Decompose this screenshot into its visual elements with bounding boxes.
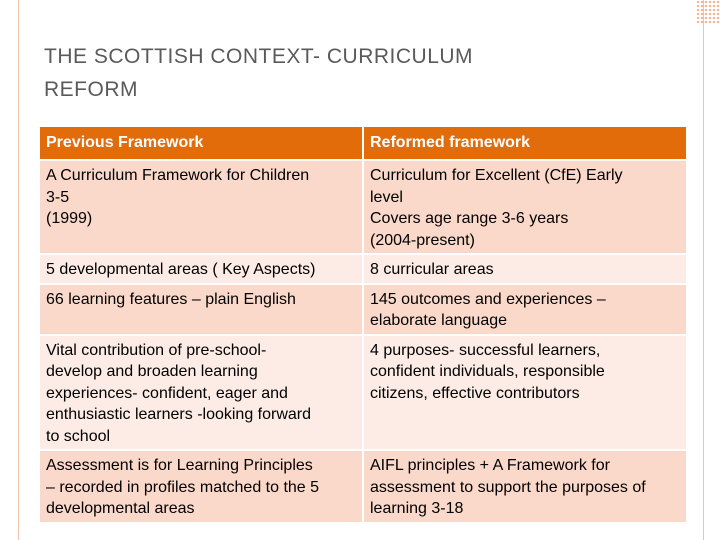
- table-row: [40, 255, 686, 283]
- table-row: [40, 285, 686, 334]
- title-word: CONTEXT-: [210, 45, 327, 68]
- decorative-corner-dots: [696, 0, 720, 24]
- table-row: [40, 336, 686, 450]
- title-word: REFORM: [44, 78, 138, 101]
- page-title: [44, 40, 604, 106]
- cell-reformed: 4 purposes- successful learners, confident individuals, responsible citizens, effective contributors: [364, 336, 686, 450]
- decorative-border-left: [18, 0, 19, 540]
- cell-reformed: Curriculum for Excellent (CfE) Early level Covers age range 3-6 years (2004-present): [364, 161, 686, 253]
- table-row: [40, 451, 686, 522]
- cell-reformed: 145 outcomes and experiences – elaborate language: [364, 285, 686, 334]
- title-word: CURRICULUM: [326, 45, 474, 68]
- table-row: [40, 161, 686, 253]
- cell-previous: A Curriculum Framework for Children 3-5 (1999): [40, 161, 362, 253]
- cell-previous: Vital contribution of pre-school- develop and broaden learning experiences- confident, eager and enthusiastic learners -looking forward to school: [40, 336, 362, 450]
- comparison-table: [38, 125, 688, 524]
- cell-previous: 66 learning features – plain English: [40, 285, 362, 334]
- cell-previous: Assessment is for Learning Principles – recorded in profiles matched to the 5 developmental areas: [40, 451, 362, 522]
- cell-reformed: 8 curricular areas: [364, 255, 686, 283]
- header-reformed-framework: Reformed framework: [364, 127, 686, 159]
- decorative-border-right: [703, 0, 704, 540]
- title-word: THE: [44, 45, 94, 68]
- header-previous-framework: Previous Framework: [40, 127, 362, 159]
- cell-previous: 5 developmental areas ( Key Aspects): [40, 255, 362, 283]
- title-word: SCOTTISH: [93, 45, 211, 68]
- table-header-row: [40, 127, 686, 159]
- cell-reformed: AIFL principles + A Framework for assessment to support the purposes of learning 3-18: [364, 451, 686, 522]
